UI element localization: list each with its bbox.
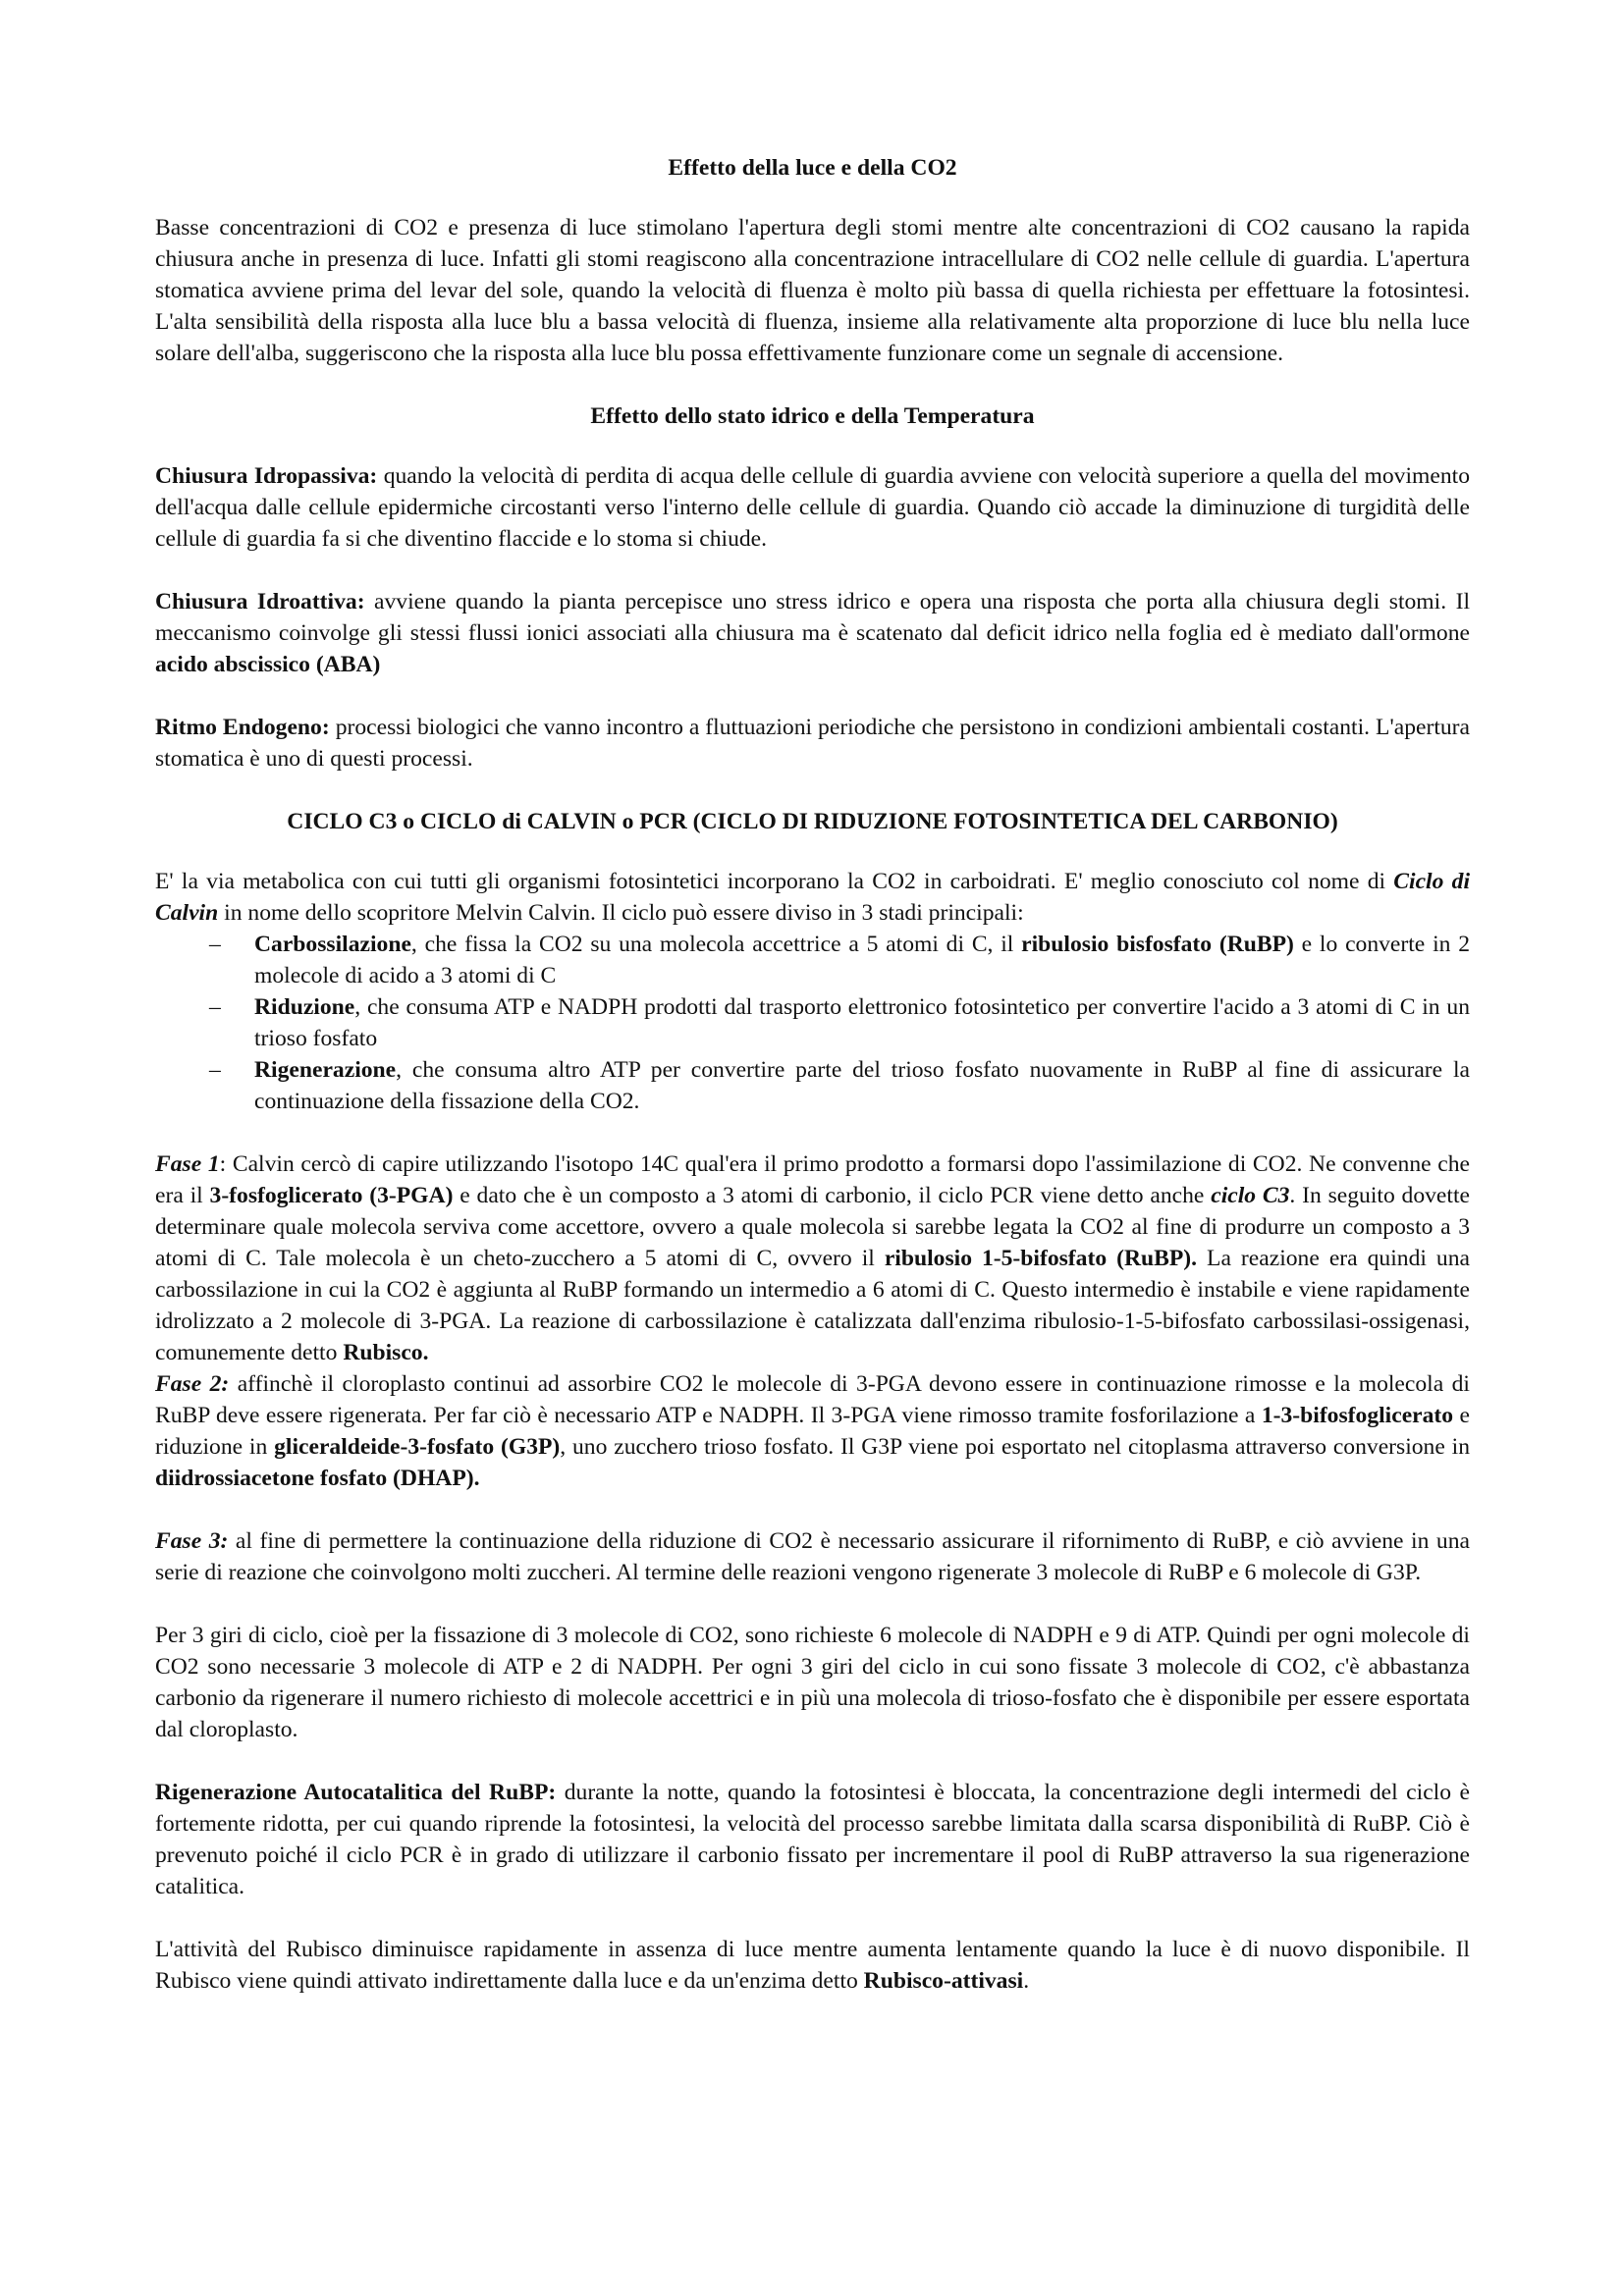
term-endogenous-rhythm: Ritmo Endogeno: [155,715,330,740]
term-dhap: diidrossiacetone fosfato (DHAP). [155,1466,480,1491]
label-phase-3: Fase 3: [155,1528,229,1554]
paragraph-hydroactive [155,586,1470,680]
text-intro-1: E' la via metabolica con cui tutti gli organismi fotosintetici incorporano la CO2 in carboidrati. E' meglio conosciuto col nome di [155,869,1394,894]
paragraph-light-co2: Basse concentrazioni di CO2 e presenza di luce stimolano l'apertura degli stomi mentre alte concentrazioni di CO2 causano la rapida chiusura anche in presenza di luce. Infatti gli stomi reagiscono alla concentrazione intracellulare di CO2 nelle cellule di guardia. L'apertura stomatica avviene prima del levar del sole, quando la velocità di fluenza è molto più bassa di quella richiesta per effettuare la fotosintesi. L'alta sensibilità della risposta alla luce blu a bassa velocità di fluenza, insieme alla relativamente alta proporzione di luce blu nella luce solare dell'alba, suggeriscono che la risposta alla luce blu possa effettivamente funzionare come un segnale di accensione. [155,215,1470,366]
text-phase1-c: e dato che è un composto a 3 atomi di carbonio, il ciclo PCR viene detto anche [453,1183,1212,1208]
heading-calvin-cycle: CICLO C3 o CICLO di CALVIN o PCR (CICLO DI RIDUZIONE FOTOSINTETICA DEL CARBONIO) [287,809,1338,834]
text-rubisco-end: . [1023,1968,1030,1994]
term-aba: acido abscissico (ABA) [155,652,381,677]
paragraph-stoichiometry: Per 3 giri di ciclo, cioè per la fissazione di 3 molecole di CO2, sono richieste 6 molecole di NADPH e 9 di ATP. Quindi per ogni molecole di CO2 sono necessarie 3 molecole di ATP e 2 di NADPH. Per ogni 3 giri del ciclo in cui sono fissate 3 molecole di CO2, c'è abbastanza carbonio da rigenerare il numero richiesto di molecole accettrici e in più una molecola di trioso-fosfato che è disponibile per essere esportata dal cloroplasto. [155,1623,1470,1742]
text-phase2-a: affinchè il cloroplasto continui ad assorbire CO2 le molecole di 3-PGA devono essere in continuazione rimosse e la molecola di RuBP deve essere rigenerata. Per far ciò è necessario ATP e NADPH. Il 3-PGA viene rimosso tramite fosforilazione a [155,1371,1470,1428]
term-regeneration: Rigenerazione [254,1057,397,1083]
term-c3-cycle: ciclo C3 [1211,1183,1290,1208]
term-autocatalytic-regeneration: Rigenerazione Autocatalitica del RuBP: [155,1780,557,1805]
list-item-reduction [155,991,1470,1054]
label-phase-1: Fase 1 [155,1151,220,1177]
paragraph-phase-1 [155,1148,1470,1368]
text-endogenous-rhythm: processi biologici che vanno incontro a fluttuazioni periodiche che persistono in condizioni ambientali costanti. L'apertura stomatica è uno di questi processi. [155,715,1470,772]
text-regeneration: durante la notte, quando la fotosintesi è bloccata, la concentrazione degli intermedi del ciclo è fortemente ridotta, per cui quando riprende la fotosintesi, la velocità del processo sarebbe limitata dalla scarsa disponibilità di RuBP. Ciò è prevenuto poiché il ciclo PCR è in grado di utilizzare il carbonio fissato per incrementare il pool di RuBP attraverso la sua rigenerazione catalitica. [155,1780,1470,1899]
list-dash: – [209,1057,221,1083]
text-stage1-a: , che fissa la CO2 su una molecola accettrice a 5 atomi di C, il [410,932,1022,957]
text-phase1-e: La reazione era quindi una carbossilazione in cui la CO2 è aggiunta al RuBP formando un intermedio a 6 atomi di C. Questo intermedio è instabile e viene rapidamente idrolizzato a 2 molecole di 3-PGA. La reazione di carbossilazione è catalizzata dall'enzima ribulosio-1-5-bifosfato carbossilasi-ossigenasi, comunemente detto [155,1246,1470,1365]
term-3pga: 3-fosfoglicerato (3-PGA) [209,1183,454,1208]
term-hydroactive: Chiusura Idroattiva: [155,589,365,614]
paragraph-hydropassive [155,460,1470,555]
paragraph-rubisco-activity [155,1934,1470,1997]
text-stage2: , che consuma ATP e NADPH prodotti dal trasporto elettronico fotosintetico per convertire l'acido a 3 atomi di C in un trioso fosfato [254,994,1470,1051]
text-phase3: al fine di permettere la continuazione della riduzione di CO2 è necessario assicurare il rifornimento di RuBP, e ciò avviene in una serie di reazione che coinvolgono molti zuccheri. Al termine delle reazioni vengono rigenerate 3 molecole di RuBP e 6 molecole di G3P. [155,1528,1470,1585]
term-calvin-cycle: Ciclo di Calvin [155,869,1470,926]
list-dash: – [209,994,221,1020]
paragraph-calvin-intro [155,866,1470,929]
term-carboxylation: Carbossilazione [254,932,411,957]
list-item-regeneration [155,1054,1470,1117]
stages-list [155,929,1470,1117]
paragraph-endogenous-rhythm [155,712,1470,774]
term-hydropassive: Chiusura Idropassiva: [155,463,378,489]
text-stage1-b: e lo converte in 2 molecole di acido a 3 atomi di C [254,932,1470,988]
label-phase-2: Fase 2: [155,1371,230,1397]
text-stage3: , che consuma altro ATP per convertire parte del trioso fosfato nuovamente in RuBP al fine di assicurare la continuazione della fissazione della CO2. [254,1057,1470,1114]
text-intro-2: in nome dello scopritore Melvin Calvin. Il ciclo può essere diviso in 3 stadi principali: [218,900,1024,926]
list-dash: – [209,932,221,957]
term-rubisco-activase: Rubisco-attivasi [863,1968,1024,1994]
heading-light-co2: Effetto della luce e della CO2 [668,155,957,181]
term-g3p: gliceraldeide-3-fosfato (G3P) [274,1434,561,1460]
term-13-bpg: 1-3-bifosfoglicerato [1261,1403,1454,1428]
term-reduction: Riduzione [254,994,355,1020]
text-hydroactive: avviene quando la pianta percepisce uno stress idrico e opera una risposta che porta alla chiusura degli stomi. Il meccanismo coinvolge gli stessi flussi ionici associati alla chiusura ma è scatenato dal deficit idrico nella foglia ed è mediato dall'ormone [155,589,1470,646]
list-item-carboxylation [155,929,1470,991]
term-rubp-bifosfato: ribulosio 1-5-bifosfato (RuBP). [884,1246,1198,1271]
text-phase2-d: , uno zucchero trioso fosfato. Il G3P viene poi esportato nel citoplasma attraverso conversione in [560,1434,1470,1460]
term-rubp: ribulosio bisfosfato (RuBP) [1021,932,1294,957]
text-phase1-d: . In seguito dovette determinare quale molecola serviva come accettore, ovvero a quale molecola si sarebbe legata la CO2 al fine di produrre un composto a 3 atomi di C. Tale molecola è un cheto-zucchero a 5 atomi di C, ovvero il [155,1183,1470,1271]
text-rubisco-a: L'attività del Rubisco diminuisce rapidamente in assenza di luce mentre aumenta lentamente quando la luce è di nuovo disponibile. Il Rubisco viene quindi attivato indirettamente dalla luce e da un'enzima detto [155,1937,1470,1994]
text-phase2-c: e riduzione in [155,1403,1470,1460]
text-phase1-a: : Calvin cercò di capire utilizzando l'isotopo 14C qual'era il primo prodotto a formarsi dopo l'assimilazione di CO2. Ne convenne che era il [155,1151,1470,1208]
term-rubisco: Rubisco. [343,1340,429,1365]
paragraph-phase-3 [155,1525,1470,1588]
paragraph-phase-2 [155,1368,1470,1494]
text-hydropassive: quando la velocità di perdita di acqua delle cellule di guardia avviene con velocità superiore a quella del movimento dell'acqua dalle cellule epidermiche circostanti verso l'interno delle cellule di guardia. Quando ciò accade la diminuzione di turgidità delle cellule di guardia fa si che diventino flaccide e lo stoma si chiude. [155,463,1470,552]
paragraph-autocatalytic-regeneration [155,1777,1470,1902]
heading-water-temperature: Effetto dello stato idrico e della Temperatura [590,403,1035,429]
